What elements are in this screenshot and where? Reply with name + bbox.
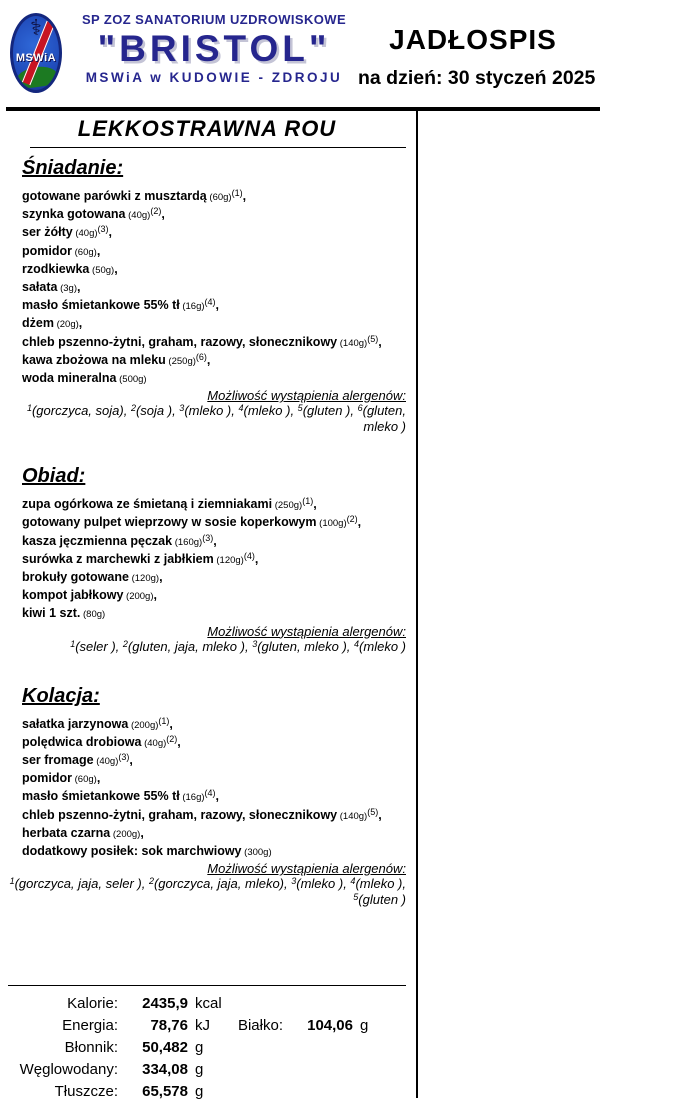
- aesculapius-staff-icon: ⚕: [30, 15, 42, 40]
- organization-name: "BRISTOL": [97, 28, 331, 69]
- nutrition-unit: g: [195, 1060, 204, 1078]
- menu-item: kawa zbożowa na mleku $(250g)^{(6)}$,: [22, 351, 211, 367]
- document-title: JADŁOSPIS: [389, 24, 557, 55]
- nutrition-value: 78,76: [150, 1016, 188, 1034]
- nutrition-label: Węglowodany:: [19, 1060, 118, 1078]
- allergen-line: $^1$(gorczyca, soja), $^2$(soja ), $^3$(mleko ), $^4$(mleko ), $^5$(gluten ), $^6$(gluten,: [26, 403, 406, 419]
- nutrition-value: 65,578: [142, 1082, 188, 1100]
- allergen-line: mleko ): [363, 419, 406, 435]
- nutrition-row: [8, 1036, 406, 1058]
- nutrition-value: 334,08: [142, 1060, 188, 1078]
- nutrition-label: Kalorie:: [67, 994, 118, 1012]
- menu-item: sałata (3g),: [22, 280, 81, 295]
- column-divider-rule: [416, 111, 418, 1098]
- allergen-line: $^1$(gorczyca, jaja, seler ), $^2$(gorczyca, jaja, mleko), $^3$(mleko ), $^4$(mleko ),: [9, 876, 406, 892]
- nutrition-summary: [8, 985, 406, 1102]
- menu-item: kompot jabłkowy (200g),: [22, 588, 157, 603]
- menu-item: polędwica drobiowa $(40g)^{(2)}$,: [22, 733, 181, 749]
- nutrition-table: [8, 992, 406, 1102]
- menu-item: gotowany pulpet wieprzowy w sosie koperkowym $(100g)^{(2)}$,: [22, 514, 362, 530]
- menu-item: ser żółty $(40g)^{(3)}$,: [22, 224, 113, 240]
- menu-item: pomidor (60g),: [22, 771, 101, 786]
- allergen-line: $^1$(seler ), $^2$(gluten, jaja, mleko ), $^3$(gluten, mleko ), $^4$(mleko ): [70, 638, 406, 654]
- menu-item: dżem (20g),: [22, 316, 83, 331]
- nutrition-unit: g: [195, 1038, 204, 1056]
- meal-section: [8, 148, 406, 435]
- nutrition-row: [8, 1080, 406, 1102]
- allergen-heading: Możliwość wystąpienia alergenów:: [207, 388, 406, 404]
- nutrition-row: [8, 1058, 406, 1080]
- nutrition-value: 50,482: [142, 1038, 188, 1056]
- meal-section: [8, 655, 406, 909]
- nutrition-rows: [8, 992, 406, 1102]
- allergen-list: [8, 876, 406, 908]
- diet-title: LEKKOSTRAWNA ROU: [77, 116, 337, 141]
- document-title-block: [358, 24, 596, 90]
- menu-item: pomidor (60g),: [22, 243, 101, 258]
- nutrition-unit: g: [360, 1016, 369, 1034]
- meal-heading: Śniadanie:: [22, 157, 124, 179]
- menu-item: ser fromage $(40g)^{(3)}$,: [22, 752, 133, 768]
- nutrition-label: Tłuszcze:: [54, 1082, 118, 1100]
- meals: [8, 148, 406, 908]
- nutrition-label: Energia:: [62, 1016, 118, 1034]
- menu-item: rzodkiewka (50g),: [22, 261, 118, 276]
- menu-item: szynka gotowana $(40g)^{(2)}$,: [22, 206, 165, 222]
- menu-item: kasza jęczmienna pęczak $(160g)^{(3)}$,: [22, 532, 217, 548]
- allergen-heading: Możliwość wystąpienia alergenów:: [207, 861, 406, 877]
- menu-item: brokuły gotowane (120g),: [22, 570, 163, 585]
- nutrition-row: [8, 992, 406, 1014]
- organization-line1: SP ZOZ SANATORIUM UZDROWISKOWE: [81, 12, 347, 27]
- menu-column: [8, 111, 406, 908]
- meal-heading: Obiad:: [22, 465, 86, 488]
- document-date: na dzień: 30 styczeń 2025: [358, 67, 596, 89]
- nutrition-label: Błonnik:: [64, 1038, 118, 1056]
- badge-label: MSWiA: [15, 52, 57, 64]
- allergen-list: [8, 403, 406, 435]
- menu-item: sałatka jarzynowa $(200g)^{(1)}$,: [22, 715, 173, 731]
- menu-item: woda mineralna (500g): [22, 371, 147, 386]
- menu-item: chleb pszenno-żytni, graham, razowy, słonecznikowy $(140g)^{(5)}$,: [22, 806, 382, 822]
- organization-block: [64, 12, 364, 85]
- nutrition-label: Białko:: [237, 1016, 283, 1034]
- meal-items: [22, 188, 406, 388]
- allergen-list: [8, 639, 406, 655]
- menu-item: zupa ogórkowa ze śmietaną i ziemniakami $(250g)^{(1)}$,: [22, 496, 317, 512]
- menu-item: chleb pszenno-żytni, graham, razowy, słonecznikowy $(140g)^{(5)}$,: [22, 333, 382, 349]
- meal-items: [22, 716, 406, 862]
- nutrition-unit: kcal: [195, 994, 222, 1012]
- menu-item: herbata czarna (200g),: [22, 825, 144, 840]
- nutrition-unit: kJ: [195, 1016, 210, 1034]
- nutrition-unit: g: [195, 1082, 204, 1100]
- mswia-logo-badge: [10, 13, 62, 93]
- allergen-heading: Możliwość wystąpienia alergenów:: [207, 623, 406, 639]
- nutrition-value: 104,06: [307, 1016, 353, 1034]
- organization-line2: MSWiA w KUDOWIE - ZDROJU: [85, 70, 343, 85]
- menu-item: masło śmietankowe 55% tł $(16g)^{(4)}$,: [22, 297, 220, 313]
- meal-items: [22, 496, 406, 623]
- menu-item: dodatkowy posiłek: sok marchwiowy (300g): [22, 844, 272, 859]
- menu-item: surówka z marchewki z jabłkiem $(120g)^{(4)}$,: [22, 550, 259, 566]
- menu-item: gotowane parówki z musztardą $(60g)^{(1)}$,: [22, 188, 247, 203]
- nutrition-divider-rule: [8, 985, 406, 986]
- nutrition-value: 2435,9: [142, 994, 188, 1012]
- menu-item: kiwi 1 szt. (80g): [22, 606, 106, 621]
- meal-section: [8, 435, 406, 654]
- meal-heading: Kolacja:: [22, 684, 100, 707]
- nutrition-row-protein: [213, 1014, 368, 1036]
- menu-item: masło śmietankowe 55% tł $(16g)^{(4)}$,: [22, 788, 220, 804]
- allergen-line: $^5$(gluten ): [353, 892, 406, 908]
